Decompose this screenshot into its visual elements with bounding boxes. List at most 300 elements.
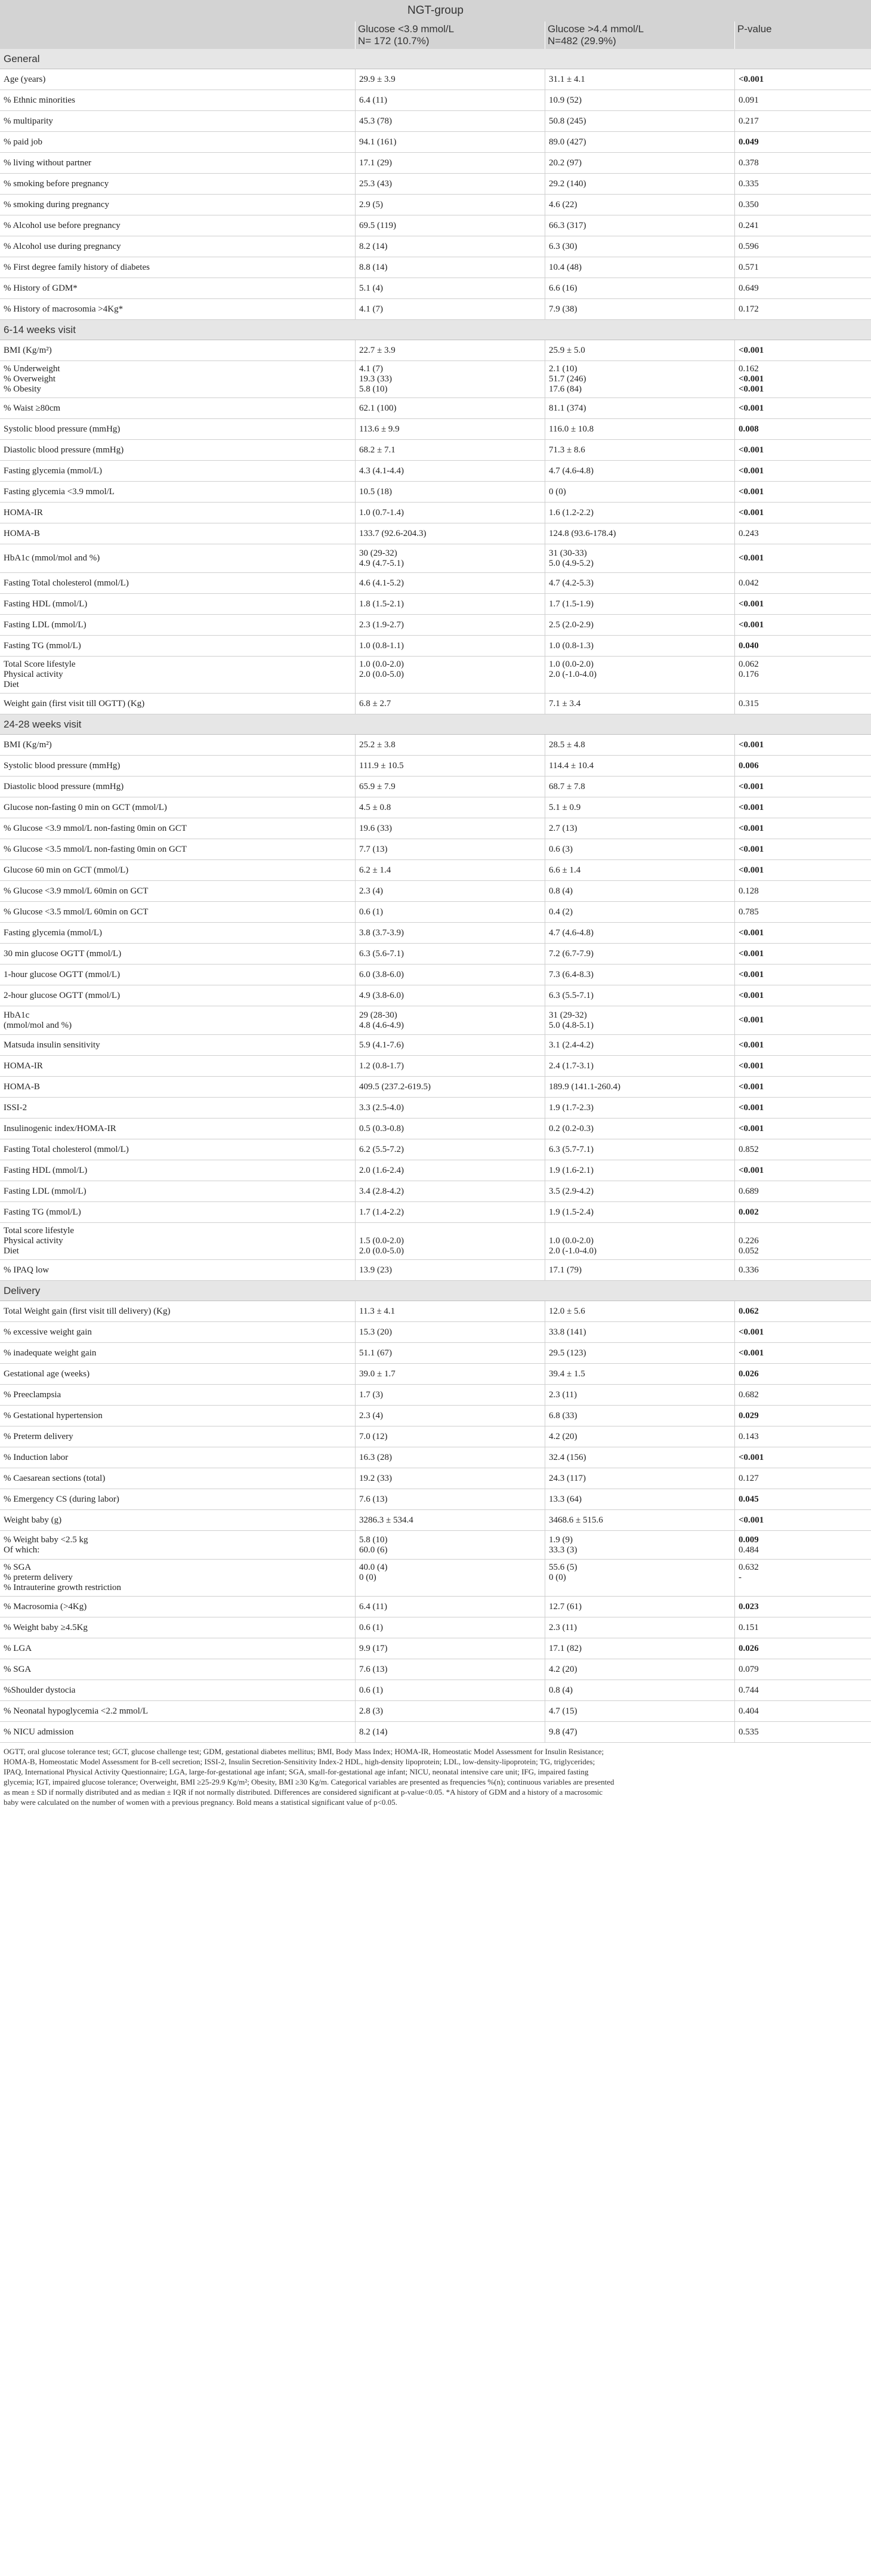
table-cell-p [734, 944, 871, 964]
cell-line: 4.9 (3.8-6.0) [359, 990, 404, 1000]
cell-line: 4.6 (22) [549, 199, 577, 209]
cell-line [549, 680, 731, 690]
cell-line: 12.7 (61) [549, 1601, 582, 1611]
table-row [0, 694, 871, 714]
table-cell-label [0, 278, 355, 298]
cell-line: 13.3 (64) [549, 1494, 582, 1504]
table-row [0, 923, 871, 944]
cell-line: 0.785 [739, 907, 759, 917]
table-cell-p [734, 398, 871, 418]
table-cell-a [355, 944, 545, 964]
cell-line: 66.3 (317) [549, 220, 586, 230]
cell-line: 29.2 (140) [549, 178, 586, 189]
cell-line: 1.9 (1.5-2.4) [549, 1207, 594, 1217]
table-cell-p [734, 818, 871, 839]
cell-line: 0.243 [739, 528, 759, 538]
table-cell-a [355, 1597, 545, 1617]
cell-line: 29.9 ± 3.9 [359, 74, 396, 84]
table-cell-a [355, 777, 545, 797]
table-cell-a [355, 236, 545, 257]
table-cell-p [734, 1343, 871, 1363]
table-cell-b [545, 544, 734, 572]
cell-line: % multiparity [4, 116, 53, 126]
cell-line: 2.8 (3) [359, 1706, 383, 1716]
cell-line: <0.001 [739, 1061, 764, 1071]
table-row [0, 503, 871, 523]
cell-line: 4.7 (4.6-4.8) [549, 928, 594, 938]
cell-line: Diet [4, 1246, 19, 1256]
table-cell-a [355, 1056, 545, 1076]
table-cell-b [545, 1202, 734, 1222]
table-row [0, 1597, 871, 1617]
cell-line: 4.9 (4.7-5.1) [359, 558, 404, 568]
table-cell-p [734, 1301, 871, 1321]
table-cell-label [0, 236, 355, 257]
cell-line: 2.1 (10) [549, 364, 577, 374]
cell-line: 2.9 (5) [359, 199, 383, 209]
section-header: General [0, 49, 871, 69]
cell-line: <0.001 [739, 1015, 764, 1025]
cell-line: 7.1 ± 3.4 [549, 698, 581, 708]
table-cell-p [734, 257, 871, 278]
cell-line: 0.026 [739, 1369, 759, 1379]
table-row [0, 860, 871, 881]
cell-line: 4.7 (4.6-4.8) [549, 466, 594, 476]
cell-line: HbA1c (mmol/mol and %) [4, 553, 100, 563]
cell-line: 7.0 (12) [359, 1431, 388, 1441]
cell-line: 19.2 (33) [359, 1473, 392, 1483]
cell-line: 0.8 (4) [549, 1685, 573, 1695]
table-cell-a [355, 615, 545, 635]
table-cell-b [545, 1659, 734, 1680]
table-cell-b [545, 1701, 734, 1721]
table-cell-p [734, 1722, 871, 1742]
cell-line: Total score lifestyle [4, 1226, 75, 1235]
table-row [0, 340, 871, 361]
cell-line: HOMA-IR [4, 507, 43, 517]
cell-line: 31 (29-32) [549, 1010, 587, 1020]
table-row [0, 1680, 871, 1701]
cell-line: % Alcohol use during pregnancy [4, 241, 121, 251]
column-header [355, 21, 545, 49]
table-cell-label [0, 174, 355, 194]
cell-line: 1.9 (1.7-2.3) [549, 1102, 594, 1113]
table-row [0, 1202, 871, 1223]
table-cell-b [545, 615, 734, 635]
footnote-line: baby were calculated on the number of women with a previous pregnancy. Bold means a statistical significant value of p<0.05. [4, 1798, 397, 1807]
table-cell-p [734, 1098, 871, 1118]
table-cell-a [355, 881, 545, 901]
cell-line: 5.8 (10) [359, 384, 388, 394]
table-cell-label [0, 756, 355, 776]
table-cell-b [545, 902, 734, 922]
table-cell-label [0, 735, 355, 755]
table-cell-label [0, 1364, 355, 1384]
cell-line: 7.2 (6.7-7.9) [549, 948, 594, 959]
cell-line: 60.0 (6) [359, 1545, 388, 1555]
cell-line: % excessive weight gain [4, 1327, 92, 1337]
cell-line: Total Weight gain (first visit till delivery) (Kg) [4, 1306, 171, 1316]
cell-line: 4.1 (7) [359, 364, 383, 374]
table-row [0, 965, 871, 985]
table-cell-label [0, 1056, 355, 1076]
table-row [0, 1160, 871, 1181]
table-cell-a [355, 482, 545, 502]
table-cell-a [355, 1385, 545, 1405]
table-cell-b [545, 1531, 734, 1559]
cell-line: % Underweight [4, 364, 60, 374]
cell-line: <0.001 [739, 928, 764, 938]
table-cell-a [355, 1406, 545, 1426]
table-cell-label [0, 1468, 355, 1489]
table-row [0, 1118, 871, 1139]
cell-line: 0.689 [739, 1186, 759, 1196]
table-cell-p [734, 153, 871, 173]
cell-line: Systolic blood pressure (mmHg) [4, 760, 121, 771]
table-row [0, 1638, 871, 1659]
cell-line: 0.079 [739, 1664, 759, 1674]
table-cell-p [734, 1510, 871, 1530]
table-row [0, 1322, 871, 1343]
table-cell-a [355, 594, 545, 614]
table-cell-b [545, 860, 734, 880]
table-cell-label [0, 965, 355, 985]
cell-line: Systolic blood pressure (mmHg) [4, 424, 121, 434]
table-row [0, 573, 871, 594]
table-cell-b [545, 1056, 734, 1076]
cell-line: 0.176 [739, 670, 759, 679]
table-cell-b [545, 236, 734, 257]
table-row [0, 90, 871, 111]
cell-line: 1.5 (0.0-2.0) [359, 1236, 404, 1246]
cell-line: 0.049 [739, 137, 759, 147]
cell-line: 39.4 ± 1.5 [549, 1369, 585, 1379]
cell-line: % Waist ≥80cm [4, 403, 61, 413]
cell-line: 10.5 (18) [359, 486, 392, 497]
table-cell-a [355, 1160, 545, 1181]
table-cell-b [545, 1139, 734, 1160]
table-cell-b [545, 1510, 734, 1530]
table-cell-b [545, 195, 734, 215]
table-cell-a [355, 1426, 545, 1447]
cell-line: <0.001 [739, 844, 764, 854]
table-cell-p [734, 1659, 871, 1680]
cell-line: 0.6 (1) [359, 1622, 383, 1632]
table-cell-a [355, 257, 545, 278]
table-cell-p [734, 797, 871, 818]
cell-line: % SGA [4, 1664, 32, 1674]
cell-line: <0.001 [739, 823, 764, 833]
table-cell-p [734, 636, 871, 656]
cell-line: 5.0 (4.8-5.1) [549, 1020, 594, 1030]
cell-line: 7.6 (13) [359, 1494, 388, 1504]
cell-line: 0.162 [739, 364, 759, 374]
cell-line: 6.3 (30) [549, 241, 577, 251]
cell-line: 33.8 (141) [549, 1327, 586, 1337]
cell-line: 0.315 [739, 698, 759, 708]
cell-line: 19.3 (33) [359, 374, 392, 384]
table-cell-label [0, 923, 355, 943]
table-cell-a [355, 1139, 545, 1160]
table-cell-label [0, 594, 355, 614]
table-cell-label [0, 1510, 355, 1530]
table-cell-a [355, 215, 545, 236]
table-row [0, 1035, 871, 1056]
table-row [0, 777, 871, 797]
cell-line: 0.852 [739, 1144, 759, 1154]
table-row [0, 818, 871, 839]
cell-line: <0.001 [739, 948, 764, 959]
table-row [0, 657, 871, 694]
table-cell-label [0, 902, 355, 922]
table-row [0, 1006, 871, 1035]
table-cell-b [545, 132, 734, 152]
cell-line: 2.0 (0.0-5.0) [359, 1246, 404, 1256]
table-cell-p [734, 594, 871, 614]
cell-line: 9.9 (17) [359, 1643, 388, 1653]
table-cell-a [355, 965, 545, 985]
table-cell-label [0, 299, 355, 319]
table-cell-p [734, 1364, 871, 1384]
table-cell-label [0, 1098, 355, 1118]
table-cell-p [734, 503, 871, 523]
table-cell-label [0, 818, 355, 839]
cell-line: 0.8 (4) [549, 886, 573, 896]
table-cell-p [734, 111, 871, 131]
table-cell-label [0, 1531, 355, 1559]
table-cell-label [0, 461, 355, 481]
cell-line: <0.001 [739, 74, 764, 84]
cell-line: 0.029 [739, 1410, 759, 1421]
table-cell-label [0, 777, 355, 797]
cell-line: 2.0 (-1.0-4.0) [549, 670, 597, 679]
cell-line: 1.0 (0.0-2.0) [359, 660, 404, 669]
column-header-line: N= 172 (10.7%) [358, 35, 430, 47]
cell-line: <0.001 [739, 384, 764, 394]
cell-line: 6.3 (5.5-7.1) [549, 990, 594, 1000]
table-cell-p [734, 195, 871, 215]
cell-line: % Glucose <3.9 mmol/L 60min on GCT [4, 886, 149, 896]
table-cell-p [734, 1118, 871, 1139]
table-cell-label [0, 1035, 355, 1055]
section-header: 24-28 weeks visit [0, 714, 871, 735]
cell-line: - [739, 1573, 742, 1582]
table-cell-p [734, 985, 871, 1006]
cell-line: 124.8 (93.6-178.4) [549, 528, 616, 538]
table-cell-b [545, 965, 734, 985]
cell-line: 2.3 (1.9-2.7) [359, 620, 404, 630]
table-cell-a [355, 657, 545, 693]
table-cell-b [545, 523, 734, 544]
column-header [734, 21, 871, 49]
cell-line: 4.6 (4.1-5.2) [359, 578, 404, 588]
table-cell-p [734, 1701, 871, 1721]
table-row [0, 523, 871, 544]
cell-line: % preterm delivery [4, 1573, 73, 1582]
cell-line: 0.023 [739, 1601, 759, 1611]
cell-line: 1.7 (1.5-1.9) [549, 599, 594, 609]
table-cell-p [734, 419, 871, 439]
cell-line: % Ethnic minorities [4, 95, 75, 105]
table-cell-b [545, 278, 734, 298]
table-cell-b [545, 361, 734, 398]
cell-line: 31.1 ± 4.1 [549, 74, 585, 84]
table-cell-label [0, 361, 355, 398]
cell-line: 29.5 (123) [549, 1348, 586, 1358]
table-row [0, 839, 871, 860]
cell-line: 17.1 (79) [549, 1265, 582, 1275]
table-cell-p [734, 1489, 871, 1509]
table-cell-label [0, 1638, 355, 1659]
cell-line: 29 (28-30) [359, 1010, 397, 1020]
table-cell-label [0, 482, 355, 502]
table-cell-a [355, 1301, 545, 1321]
table-cell-b [545, 944, 734, 964]
cell-line: 68.2 ± 7.1 [359, 445, 396, 455]
table-row [0, 944, 871, 965]
table-cell-p [734, 440, 871, 460]
table-cell-a [355, 1617, 545, 1638]
table-cell-p [734, 461, 871, 481]
table-cell-label [0, 257, 355, 278]
cell-line: 0.143 [739, 1431, 759, 1441]
table-cell-label [0, 1406, 355, 1426]
table-cell-p [734, 1560, 871, 1596]
cell-line: 0.127 [739, 1473, 759, 1483]
table-cell-label [0, 1301, 355, 1321]
cell-line: <0.001 [739, 1348, 764, 1358]
cell-line: 9.8 (47) [549, 1727, 577, 1737]
table-cell-a [355, 1202, 545, 1222]
cell-line: 8.2 (14) [359, 1727, 388, 1737]
table-cell-a [355, 1722, 545, 1742]
cell-line: % living without partner [4, 158, 92, 168]
table-cell-label [0, 1343, 355, 1363]
cell-line: 1.8 (1.5-2.1) [359, 599, 404, 609]
table-cell-a [355, 1510, 545, 1530]
cell-line: 0.040 [739, 640, 759, 651]
cell-line: 1.9 (9) [549, 1534, 573, 1545]
table-row [0, 594, 871, 615]
cell-line: 51.7 (246) [549, 374, 586, 384]
cell-line: % Gestational hypertension [4, 1410, 103, 1421]
cell-line: Fasting HDL (mmol/L) [4, 1165, 88, 1175]
cell-line: 0.045 [739, 1494, 759, 1504]
table-row [0, 361, 871, 398]
cell-line: Diet [4, 680, 19, 689]
table-cell-p [734, 1406, 871, 1426]
cell-line: <0.001 [739, 1327, 764, 1337]
cell-line: % Intrauterine growth restriction [4, 1583, 122, 1592]
cell-line: 6.3 (5.7-7.1) [549, 1144, 594, 1154]
table-row [0, 153, 871, 174]
cell-line: <0.001 [739, 990, 764, 1000]
table-cell-a [355, 694, 545, 714]
cell-line: 0.062 [739, 1306, 759, 1316]
cell-line: 0.052 [739, 1246, 759, 1256]
cell-line: Fasting HDL (mmol/L) [4, 599, 88, 609]
table-row [0, 440, 871, 461]
cell-line: <0.001 [739, 553, 764, 563]
table-cell-p [734, 215, 871, 236]
cell-line: <0.001 [739, 1123, 764, 1133]
table-row [0, 419, 871, 440]
table-cell-a [355, 544, 545, 572]
cell-line: 6.8 ± 2.7 [359, 698, 391, 708]
cell-line [739, 1583, 867, 1593]
cell-line: % First degree family history of diabetes [4, 262, 150, 272]
cell-line: 0.335 [739, 178, 759, 189]
cell-line: 0.217 [739, 116, 759, 126]
cell-line: Fasting TG (mmol/L) [4, 640, 81, 651]
cell-line: Fasting TG (mmol/L) [4, 1207, 81, 1217]
cell-line: 17.6 (84) [549, 384, 582, 394]
table-cell-label [0, 1680, 355, 1700]
cell-line: 6.2 ± 1.4 [359, 865, 391, 875]
cell-line: Weight baby (g) [4, 1515, 62, 1525]
column-header-line: P-value [737, 23, 772, 35]
table-row [0, 111, 871, 132]
cell-line: <0.001 [739, 802, 764, 812]
table-cell-a [355, 1035, 545, 1055]
cell-line: 4.3 (4.1-4.4) [359, 466, 404, 476]
table-cell-a [355, 1680, 545, 1700]
cell-line: % inadequate weight gain [4, 1348, 97, 1358]
table-cell-a [355, 1343, 545, 1363]
table-cell-a [355, 1560, 545, 1596]
table-cell-a [355, 398, 545, 418]
footnote [4, 1746, 867, 1807]
table-cell-a [355, 1531, 545, 1559]
cell-line: 0.682 [739, 1389, 759, 1400]
cell-line: 111.9 ± 10.5 [359, 760, 404, 771]
table-cell-label [0, 1202, 355, 1222]
table-cell-label [0, 1617, 355, 1638]
table-cell-b [545, 1301, 734, 1321]
cell-line: 17.1 (29) [359, 158, 392, 168]
cell-line: HOMA-B [4, 1081, 40, 1092]
table-row [0, 1077, 871, 1098]
footnote-line: glycemia; IGT, impaired glucose tolerance; Overweight, BMI ≥25-29.9 Kg/m²; Obesity, BMI ≥30 Kg/m. Categorical variables are presented as frequencies %(n); continuous variables are presented [4, 1777, 614, 1786]
table-cell-label [0, 1006, 355, 1034]
cell-line: 30 min glucose OGTT (mmol/L) [4, 948, 122, 959]
table-cell-b [545, 461, 734, 481]
table-cell-p [734, 1260, 871, 1280]
table-cell-b [545, 1617, 734, 1638]
cell-line: 1-hour glucose OGTT (mmol/L) [4, 969, 121, 979]
table-cell-label [0, 1260, 355, 1280]
table-cell-label [0, 340, 355, 360]
cell-line: 5.9 (4.1-7.6) [359, 1040, 404, 1050]
cell-line: 10.4 (48) [549, 262, 582, 272]
table-cell-p [734, 1181, 871, 1201]
cell-line: % Induction labor [4, 1452, 69, 1462]
cell-line: <0.001 [739, 1165, 764, 1175]
cell-line: 189.9 (141.1-260.4) [549, 1081, 620, 1092]
table-cell-a [355, 440, 545, 460]
table-cell-b [545, 299, 734, 319]
table-cell-b [545, 1385, 734, 1405]
table-row [0, 461, 871, 482]
cell-line: 0.6 (3) [549, 844, 573, 854]
cell-line: 12.0 ± 5.6 [549, 1306, 585, 1316]
table-cell-label [0, 657, 355, 693]
cell-line: 0.009 [739, 1534, 759, 1545]
table-row [0, 544, 871, 573]
cell-line: % Macrosomia (>4Kg) [4, 1601, 87, 1611]
cell-line: 114.4 ± 10.4 [549, 760, 594, 771]
cell-line: 2.0 (0.0-5.0) [359, 670, 404, 679]
